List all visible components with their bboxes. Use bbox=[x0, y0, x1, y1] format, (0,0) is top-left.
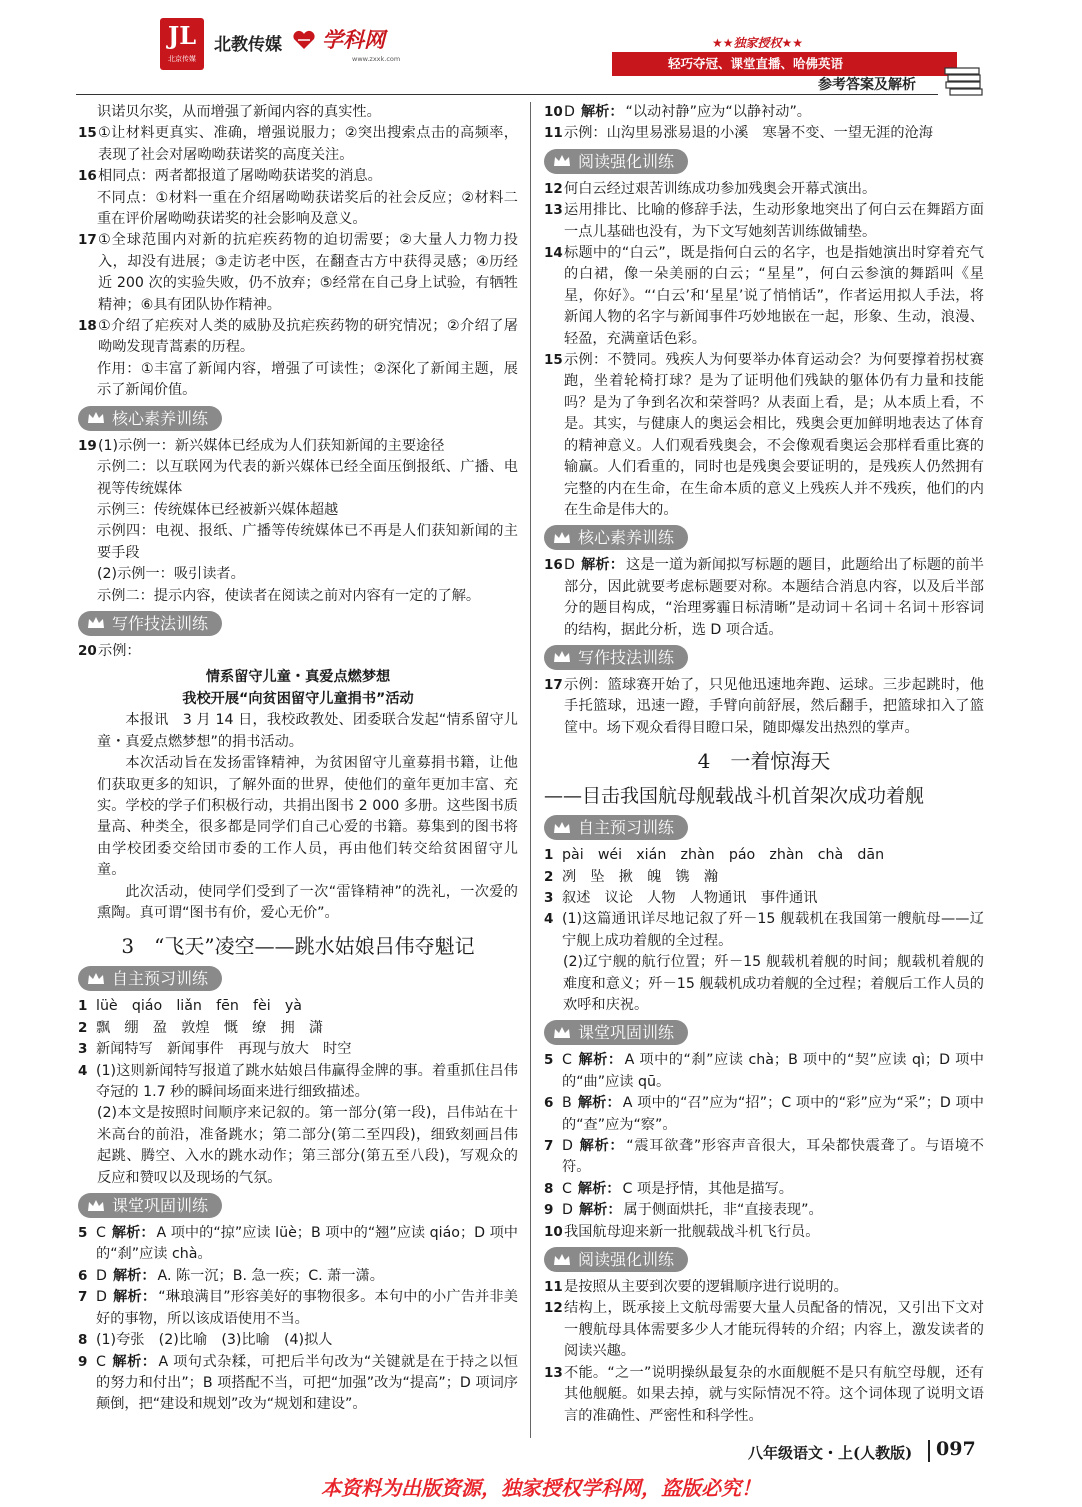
answer-number: 12 bbox=[544, 180, 563, 197]
section-pill bbox=[78, 406, 222, 431]
answer-number: 19 bbox=[78, 437, 97, 454]
answer-text: lüè qiáo liǎn fēn fèi yà bbox=[96, 998, 302, 1015]
answer-item bbox=[78, 1223, 518, 1266]
answer-number: 10 bbox=[544, 1223, 563, 1240]
section-label: 课堂巩固训练 bbox=[578, 1023, 675, 1043]
answer-item bbox=[544, 1050, 984, 1093]
answer-number: 11 bbox=[544, 1279, 563, 1296]
answer-text: 识诺贝尔奖，从而增强了新闻内容的真实性。 bbox=[97, 104, 381, 120]
answer-text: 结构上，既承接上文航母需要大量人员配备的情况，又引出下文对一艘航母具体需要多少人才能玩得转的介绍；内容上，激发读者的阅读兴趣。 bbox=[564, 1300, 984, 1360]
explanation-text: C 项是抒情，其他是描写。 bbox=[622, 1180, 793, 1197]
answer-number: 18 bbox=[78, 318, 97, 335]
books-stack-icon bbox=[942, 58, 986, 98]
section-pill bbox=[78, 611, 222, 636]
answer-number: 2 bbox=[544, 868, 554, 885]
answer-item bbox=[544, 845, 984, 866]
answer-number: 6 bbox=[78, 1267, 88, 1284]
answer-number: 4 bbox=[544, 911, 554, 928]
logo-mark: JL bbox=[167, 21, 197, 50]
answer-number: 14 bbox=[544, 245, 563, 262]
answer-number: 16 bbox=[544, 557, 563, 574]
answer-number: 9 bbox=[544, 1202, 554, 1219]
page-header bbox=[0, 0, 1082, 96]
answer-text: 相同点：两者都报道了屠呦呦获诺奖的消息。 bbox=[98, 168, 382, 185]
answer-number: 1 bbox=[78, 998, 88, 1015]
answer-text: ①介绍了疟疾对人类的威胁及抗疟疾药物的研究情况；②介绍了屠呦呦发现青蒿素的历程。 bbox=[98, 318, 518, 356]
answer-text: (1)示例一：新兴媒体已经成为人们获知新闻的主要途径 bbox=[98, 437, 445, 454]
crown-icon bbox=[552, 1025, 572, 1041]
copyright-warning: 本资料为出版资源，独家授权学科网，盗版必究！ bbox=[321, 1476, 761, 1500]
explanation-text: A 项句式杂糅，可把后半句改为“关键就是在于持之以恒的努力和付出”；B 项搭配不当，可把“加强”改为“提高”；D 项词序颠倒，把“建设和规划”改为“规划和建设”。 bbox=[96, 1353, 518, 1413]
section-heading bbox=[544, 815, 984, 840]
answer-item bbox=[544, 1179, 984, 1200]
answer-choice: D bbox=[562, 1138, 573, 1155]
answer-item bbox=[544, 867, 984, 888]
crown-icon bbox=[552, 153, 572, 169]
heart-icon bbox=[292, 30, 316, 50]
answer-item bbox=[544, 1277, 984, 1298]
explanation-label: 解析： bbox=[111, 1353, 157, 1370]
answer-number: 11 bbox=[544, 125, 563, 142]
answer-item bbox=[78, 316, 518, 359]
section-heading bbox=[544, 1247, 984, 1272]
answer-text: 标题中的“白云”，既是指何白云的名字，也是指她演出时穿着充气的白裙，像一朵美丽的白云；“星星”，何白云参演的舞蹈叫《星星，你好》。“‘白云’和‘星星’说了悄悄话”，作者运用拟人手法，将新闻人物的名字与新闻事件巧妙地嵌在一起，形象、生动，浪漫、轻盈，充满童话色彩。 bbox=[564, 245, 984, 347]
exclusive-label: ★★独家授权★★ bbox=[712, 36, 804, 50]
answer-item bbox=[544, 200, 984, 243]
answer-text: 新闻特写 新闻事件 再现与放大 时空 bbox=[96, 1041, 352, 1058]
section-heading bbox=[544, 645, 984, 670]
answer-number: 5 bbox=[544, 1052, 554, 1069]
section-title: 参考答案及解析 bbox=[818, 77, 916, 93]
publisher-logo bbox=[160, 18, 204, 70]
answer-number: 15 bbox=[544, 352, 563, 369]
essay-subtitle: 我校开展“向贫困留守儿童捐书”活动 bbox=[182, 691, 414, 708]
answer-text: (1)这则新闻特写报道了跳水姑娘吕伟赢得金牌的事。着重抓住吕伟夺冠的 1.7 秒的瞬间场面来进行细致描述。 bbox=[96, 1062, 518, 1101]
explanation-text: A 项中的“召”应为“招”；C 项中的“彩”应为“采”；D 项中的“查”应为“察”。 bbox=[562, 1095, 984, 1133]
answer-item bbox=[78, 1266, 518, 1287]
logo-subtext: 北京传媒 bbox=[168, 55, 196, 63]
answer-item bbox=[544, 1363, 984, 1427]
answer-number: 1 bbox=[544, 847, 554, 864]
answer-number: 20 bbox=[78, 642, 97, 659]
crown-icon bbox=[552, 530, 572, 546]
explanation-label: 解析： bbox=[578, 1138, 625, 1155]
answer-number: 16 bbox=[78, 168, 97, 185]
answer-number: 17 bbox=[544, 676, 563, 693]
answer-text: 示例四：电视、报纸、广播等传统媒体已不再是人们获知新闻的主要手段 bbox=[97, 523, 518, 561]
answer-item bbox=[78, 1061, 518, 1104]
answer-number: 7 bbox=[544, 1138, 554, 1155]
brand-url: www.zxxk.com bbox=[352, 55, 401, 63]
answer-item bbox=[544, 909, 984, 952]
column-divider bbox=[530, 102, 531, 1438]
answer-choice: D bbox=[96, 1289, 107, 1306]
answer-item bbox=[78, 1287, 518, 1330]
section-label: 课堂巩固训练 bbox=[112, 1196, 209, 1216]
section-pill bbox=[544, 815, 688, 840]
explanation-label: 解析： bbox=[112, 1289, 157, 1306]
lesson-subtitle: ——目击我国航母舰载战斗机首架次成功着舰 bbox=[544, 785, 925, 808]
header-rule bbox=[76, 94, 938, 95]
crown-icon bbox=[86, 1198, 106, 1214]
page-number: 097 bbox=[936, 1438, 976, 1460]
crown-icon bbox=[552, 820, 572, 836]
crown-icon bbox=[552, 649, 572, 665]
crown-icon bbox=[86, 971, 106, 987]
answer-number: 2 bbox=[78, 1019, 88, 1036]
section-heading bbox=[78, 406, 518, 431]
answer-item bbox=[544, 675, 984, 739]
answer-item bbox=[78, 1039, 518, 1060]
essay-paragraph: 此次活动，使同学们受到了一次“雷锋精神”的洗礼，一次爱的熏陶。真可谓“图书有价，爱心无价”。 bbox=[97, 883, 518, 921]
answer-text: (2)辽宁舰的航行位置；歼－15 舰载机着舰的时间；舰载机着舰的难度和意义；歼－15 舰载机成功着舰的全过程；着舰后工作人员的欢呼和庆祝。 bbox=[563, 954, 984, 1013]
answer-item bbox=[78, 1352, 518, 1416]
section-label: 阅读强化训练 bbox=[578, 1250, 675, 1270]
crown-icon bbox=[86, 615, 106, 631]
answer-number: 13 bbox=[544, 1364, 563, 1381]
answer-item bbox=[544, 243, 984, 350]
answer-choice: D bbox=[562, 1202, 573, 1219]
answer-number: 10 bbox=[544, 104, 563, 120]
book-info: 八年级语文・上(人教版) bbox=[748, 1444, 913, 1462]
answer-text: 示例：不赞同。残疾人为何要举办体育运动会？为何要撑着拐杖赛跑，坐着轮椅打球？是为了证明他们残缺的躯体仍有力量和技能吗？是为了争到名次和荣誉吗？从表面上看，是；从本质上看，不是。其实，与健康人的奥运会相比，残奥会更加鲜明地表达了体育的精神意义。人们观看残奥会，不会像观看奥运会那样看重比赛的输赢。人们看重的，同时也是残奥会要证明的，是残疾人仍然拥有完整的内在生命，在生命本质的意义上残疾人并不残疾，他们的内在生命是伟大的。 bbox=[564, 352, 984, 518]
answer-item bbox=[544, 555, 984, 641]
explanation-text: 属于侧面烘托，非“直接表现”。 bbox=[623, 1202, 823, 1219]
explanation-text: “以动衬静”应为“以静衬动”。 bbox=[625, 104, 811, 120]
answer-number: 12 bbox=[544, 1300, 563, 1317]
answer-text: 是按照从主要到次要的逻辑顺序进行说明的。 bbox=[564, 1279, 848, 1296]
answer-number: 13 bbox=[544, 202, 563, 219]
explanation-text: 这是一道为新闻拟写标题的题目，此题给出了标题的前半部分，因此就要考虑标题要对称。本题结合消息内容，以及后半部分的题目构成，“治理雾霾日标清晰”是动词＋名词＋名词＋形容词的结构，据此分析，选 D 项合适。 bbox=[564, 557, 984, 638]
answer-item bbox=[544, 179, 984, 200]
explanation-label: 解析： bbox=[580, 104, 624, 120]
section-label: 核心素养训练 bbox=[112, 408, 209, 428]
answer-number: 6 bbox=[544, 1095, 554, 1112]
explanation-label: 解析： bbox=[577, 1095, 621, 1112]
answer-choice: C bbox=[562, 1052, 572, 1069]
explanation-text: A 项中的“刹”应读 chà；B 项中的“契”应读 qì；D 项中的“曲”应读 qū。 bbox=[562, 1052, 984, 1090]
answer-number: 3 bbox=[78, 1041, 88, 1058]
answer-item bbox=[78, 1018, 518, 1039]
explanation-label: 解析： bbox=[112, 1267, 156, 1284]
right-column bbox=[544, 102, 984, 1427]
explanation-label: 解析： bbox=[578, 1202, 622, 1219]
section-heading bbox=[544, 525, 984, 550]
explanation-label: 解析： bbox=[111, 1225, 155, 1242]
answer-item bbox=[544, 1298, 984, 1362]
answer-item bbox=[544, 1136, 984, 1179]
section-heading bbox=[544, 149, 984, 174]
answer-text: 叙述 议论 人物 人物通讯 事件通讯 bbox=[562, 889, 818, 906]
answer-text: 示例：山沟里易涨易退的小溪 寒暑不变、一望无涯的沧海 bbox=[564, 125, 933, 142]
answer-text: (2)本文是按照时间顺序来记叙的。第一部分(第一段)，吕伟站在十米高台的前沿，准备跳水；第二部分(第二至四段)，细致刻画吕伟起跳、腾空、入水的跳水动作；第三部分(第五至八段)，写观众的反应和赞叹以及现场的气氛。 bbox=[97, 1105, 518, 1186]
explanation-text: “琳琅满目”形容美好的事物很多。本句中的小广告并非美好的事物，所以该成语使用不当。 bbox=[96, 1289, 518, 1327]
answer-number: 4 bbox=[78, 1062, 88, 1079]
crown-icon bbox=[552, 1252, 572, 1268]
explanation-text: “震耳欲聋”形容声音很大，耳朵都快震聋了。与语境不符。 bbox=[562, 1138, 984, 1176]
section-pill bbox=[544, 645, 688, 670]
answer-text: 冽 坠 揪 魄 镌 瀚 bbox=[562, 868, 719, 885]
answer-choice: C bbox=[96, 1225, 106, 1242]
answer-item bbox=[78, 996, 518, 1017]
section-label: 自主预习训练 bbox=[578, 818, 675, 838]
answer-text: 飘 绷 盈 敦煌 慨 缭 拥 潇 bbox=[96, 1019, 324, 1036]
section-heading bbox=[78, 611, 518, 636]
answer-choice: C bbox=[562, 1180, 572, 1197]
answer-text: (1)这篇通讯详尽地记叙了歼－15 舰载机在我国第一艘航母——辽宁舰上成功着舰的全过程。 bbox=[562, 911, 984, 949]
answer-text: 我国航母迎来新一批舰载战斗机飞行员。 bbox=[564, 1223, 820, 1240]
answer-choice: D bbox=[564, 104, 575, 120]
answer-number: 17 bbox=[78, 232, 97, 249]
section-pill bbox=[544, 1020, 688, 1045]
essay-paragraph: 本次活动旨在发扬雷锋精神，为贫困留守儿童募捐书籍，让他们获取更多的知识，了解外面的世界，使他们的童年更加丰富、充实。学校的学子们积极行动，共捐出图书 2 000 多册。这些图书质量高、种类全，很多都是同学们自己心爱的书籍。募集到的图书将由学校团委交给団市委的工作人员，再由他们转交给贫困留守儿童。 bbox=[97, 755, 518, 879]
answer-text: 作用：①丰富了新闻内容，增强了可读性；②深化了新闻主题，展示了新闻价值。 bbox=[97, 360, 518, 399]
answer-choice: D bbox=[564, 557, 575, 574]
section-pill bbox=[78, 966, 222, 991]
section-label: 写作技法训练 bbox=[112, 613, 209, 633]
answer-number: 3 bbox=[544, 889, 554, 906]
answer-item bbox=[78, 641, 518, 662]
explanation-text: A. 陈一沉；B. 急一疾；C. 萧一潇。 bbox=[157, 1267, 384, 1284]
explanation-label: 解析： bbox=[577, 1180, 621, 1197]
answer-text: 示例： bbox=[98, 642, 141, 659]
section-label: 阅读强化训练 bbox=[578, 151, 675, 171]
answer-choice: B bbox=[562, 1095, 572, 1112]
answer-number: 9 bbox=[78, 1353, 88, 1370]
answer-text: 示例二：提示内容，使读者在阅读之前对内容有一定的了解。 bbox=[97, 587, 481, 604]
essay-title: 情系留守儿童・真爱点燃梦想 bbox=[205, 669, 391, 686]
answer-item bbox=[78, 1330, 518, 1351]
answer-item bbox=[78, 436, 518, 457]
explanation-text: A 项中的“掠”应读 lüè；B 项中的“翘”应读 qiáo；D 项中的“刹”应读 chà。 bbox=[96, 1225, 518, 1263]
section-pill bbox=[544, 149, 688, 174]
section-pill bbox=[78, 1193, 222, 1218]
answer-choice: D bbox=[96, 1267, 107, 1284]
answer-number: 15 bbox=[78, 125, 97, 142]
answer-item bbox=[544, 1093, 984, 1136]
section-label: 自主预习训练 bbox=[112, 969, 209, 989]
answer-text: ①全球范围内对新的抗疟疾药物的迫切需要；②大量人力物力投入，却没有进展；③走访老中医，在翻查古方中获得灵感；④历经近 200 次的实验失败，仍不放弃；⑤经常在自己身上试验，有牺牲精神；⑥具有团队协作精神。 bbox=[98, 232, 518, 313]
essay-paragraph: 本报讯 3 月 14 日，我校政教处、团委联合发起“情系留守儿童・真爱点燃梦想”的捐书活动。 bbox=[97, 712, 518, 750]
answer-text: (1)夸张 (2)比喻 (3)比喻 (4)拟人 bbox=[96, 1332, 333, 1349]
left-column bbox=[78, 102, 518, 1416]
answer-item bbox=[544, 1200, 984, 1221]
answer-text: 何白云经过艰苦训练成功参加残奥会开幕式演出。 bbox=[564, 180, 877, 197]
answer-item bbox=[78, 230, 518, 316]
answer-choice: C bbox=[96, 1353, 106, 1370]
section-heading bbox=[78, 966, 518, 991]
answer-item bbox=[544, 888, 984, 909]
answer-number: 5 bbox=[78, 1225, 88, 1242]
answer-text: 示例：篮球赛开始了，只见他迅速地奔跑、运球。三步起跳时，他手托篮球，迅速一蹬，手臂向前舒展，然后翻手，把篮球扣入了篮筐中。场下观众看得目瞪口呆，随即爆发出热烈的掌声。 bbox=[564, 676, 984, 736]
lesson-title: 3 “飞天”凌空——跳水姑娘吕伟夺魁记 bbox=[121, 934, 475, 959]
answer-item bbox=[78, 166, 518, 187]
answer-number: 7 bbox=[78, 1289, 88, 1306]
answer-text: 运用排比、比喻的修辞手法，生动形象地突出了何白云在舞蹈方面一点儿基础也没有，为下文写她刻苦训练做铺垫。 bbox=[564, 202, 984, 240]
answer-item bbox=[544, 102, 984, 123]
section-heading bbox=[78, 1193, 518, 1218]
brand-beijiao: 北教传媒 bbox=[214, 35, 282, 55]
answer-item bbox=[544, 123, 984, 144]
answer-text: (2)示例一：吸引读者。 bbox=[97, 566, 245, 583]
answer-text: 不能。“之一”说明操纵最复杂的水面舰艇不是只有航空母舰，还有其他舰艇。如果去掉，就与实际情况不符。这个词体现了说明文语言的准确性、严密性和科学性。 bbox=[564, 1364, 984, 1424]
answer-text: 示例三：传统媒体已经被新兴媒体超越 bbox=[97, 501, 339, 518]
section-heading bbox=[544, 1020, 984, 1045]
header-ribbon: 轻巧夺冠、课堂直播、哈佛英语 bbox=[612, 52, 957, 76]
explanation-label: 解析： bbox=[580, 557, 625, 574]
answer-number: 8 bbox=[78, 1332, 88, 1349]
answer-item bbox=[544, 350, 984, 521]
crown-icon bbox=[86, 410, 106, 426]
page-separator bbox=[928, 1440, 930, 1462]
answer-item bbox=[78, 123, 518, 166]
answer-item bbox=[544, 1222, 984, 1243]
explanation-label: 解析： bbox=[577, 1052, 623, 1069]
answer-text: ①让材料更真实、准确，增强说服力；②突出搜索点击的高频率，表现了社会对屠呦呦获诺奖的高度关注。 bbox=[98, 125, 518, 163]
lesson-title: 4 一着惊海天 bbox=[697, 749, 831, 774]
section-pill bbox=[544, 525, 688, 550]
answer-number: 8 bbox=[544, 1180, 554, 1197]
section-label: 核心素养训练 bbox=[578, 528, 675, 548]
section-label: 写作技法训练 bbox=[578, 647, 675, 667]
brand-zxxk: 学科网 bbox=[322, 28, 385, 52]
section-pill bbox=[544, 1247, 688, 1272]
answer-text: 示例二：以互联网为代表的新兴媒体已经全面压倒报纸、广播、电视等传统媒体 bbox=[97, 459, 518, 497]
answer-text: pài wéi xián zhàn páo zhàn chà dān bbox=[562, 847, 885, 864]
answer-text: 不同点：①材料一重在介绍屠呦呦获诺奖后的社会反应；②材料二重在评价屠呦呦获诺奖的社会影响及意义。 bbox=[97, 189, 518, 228]
